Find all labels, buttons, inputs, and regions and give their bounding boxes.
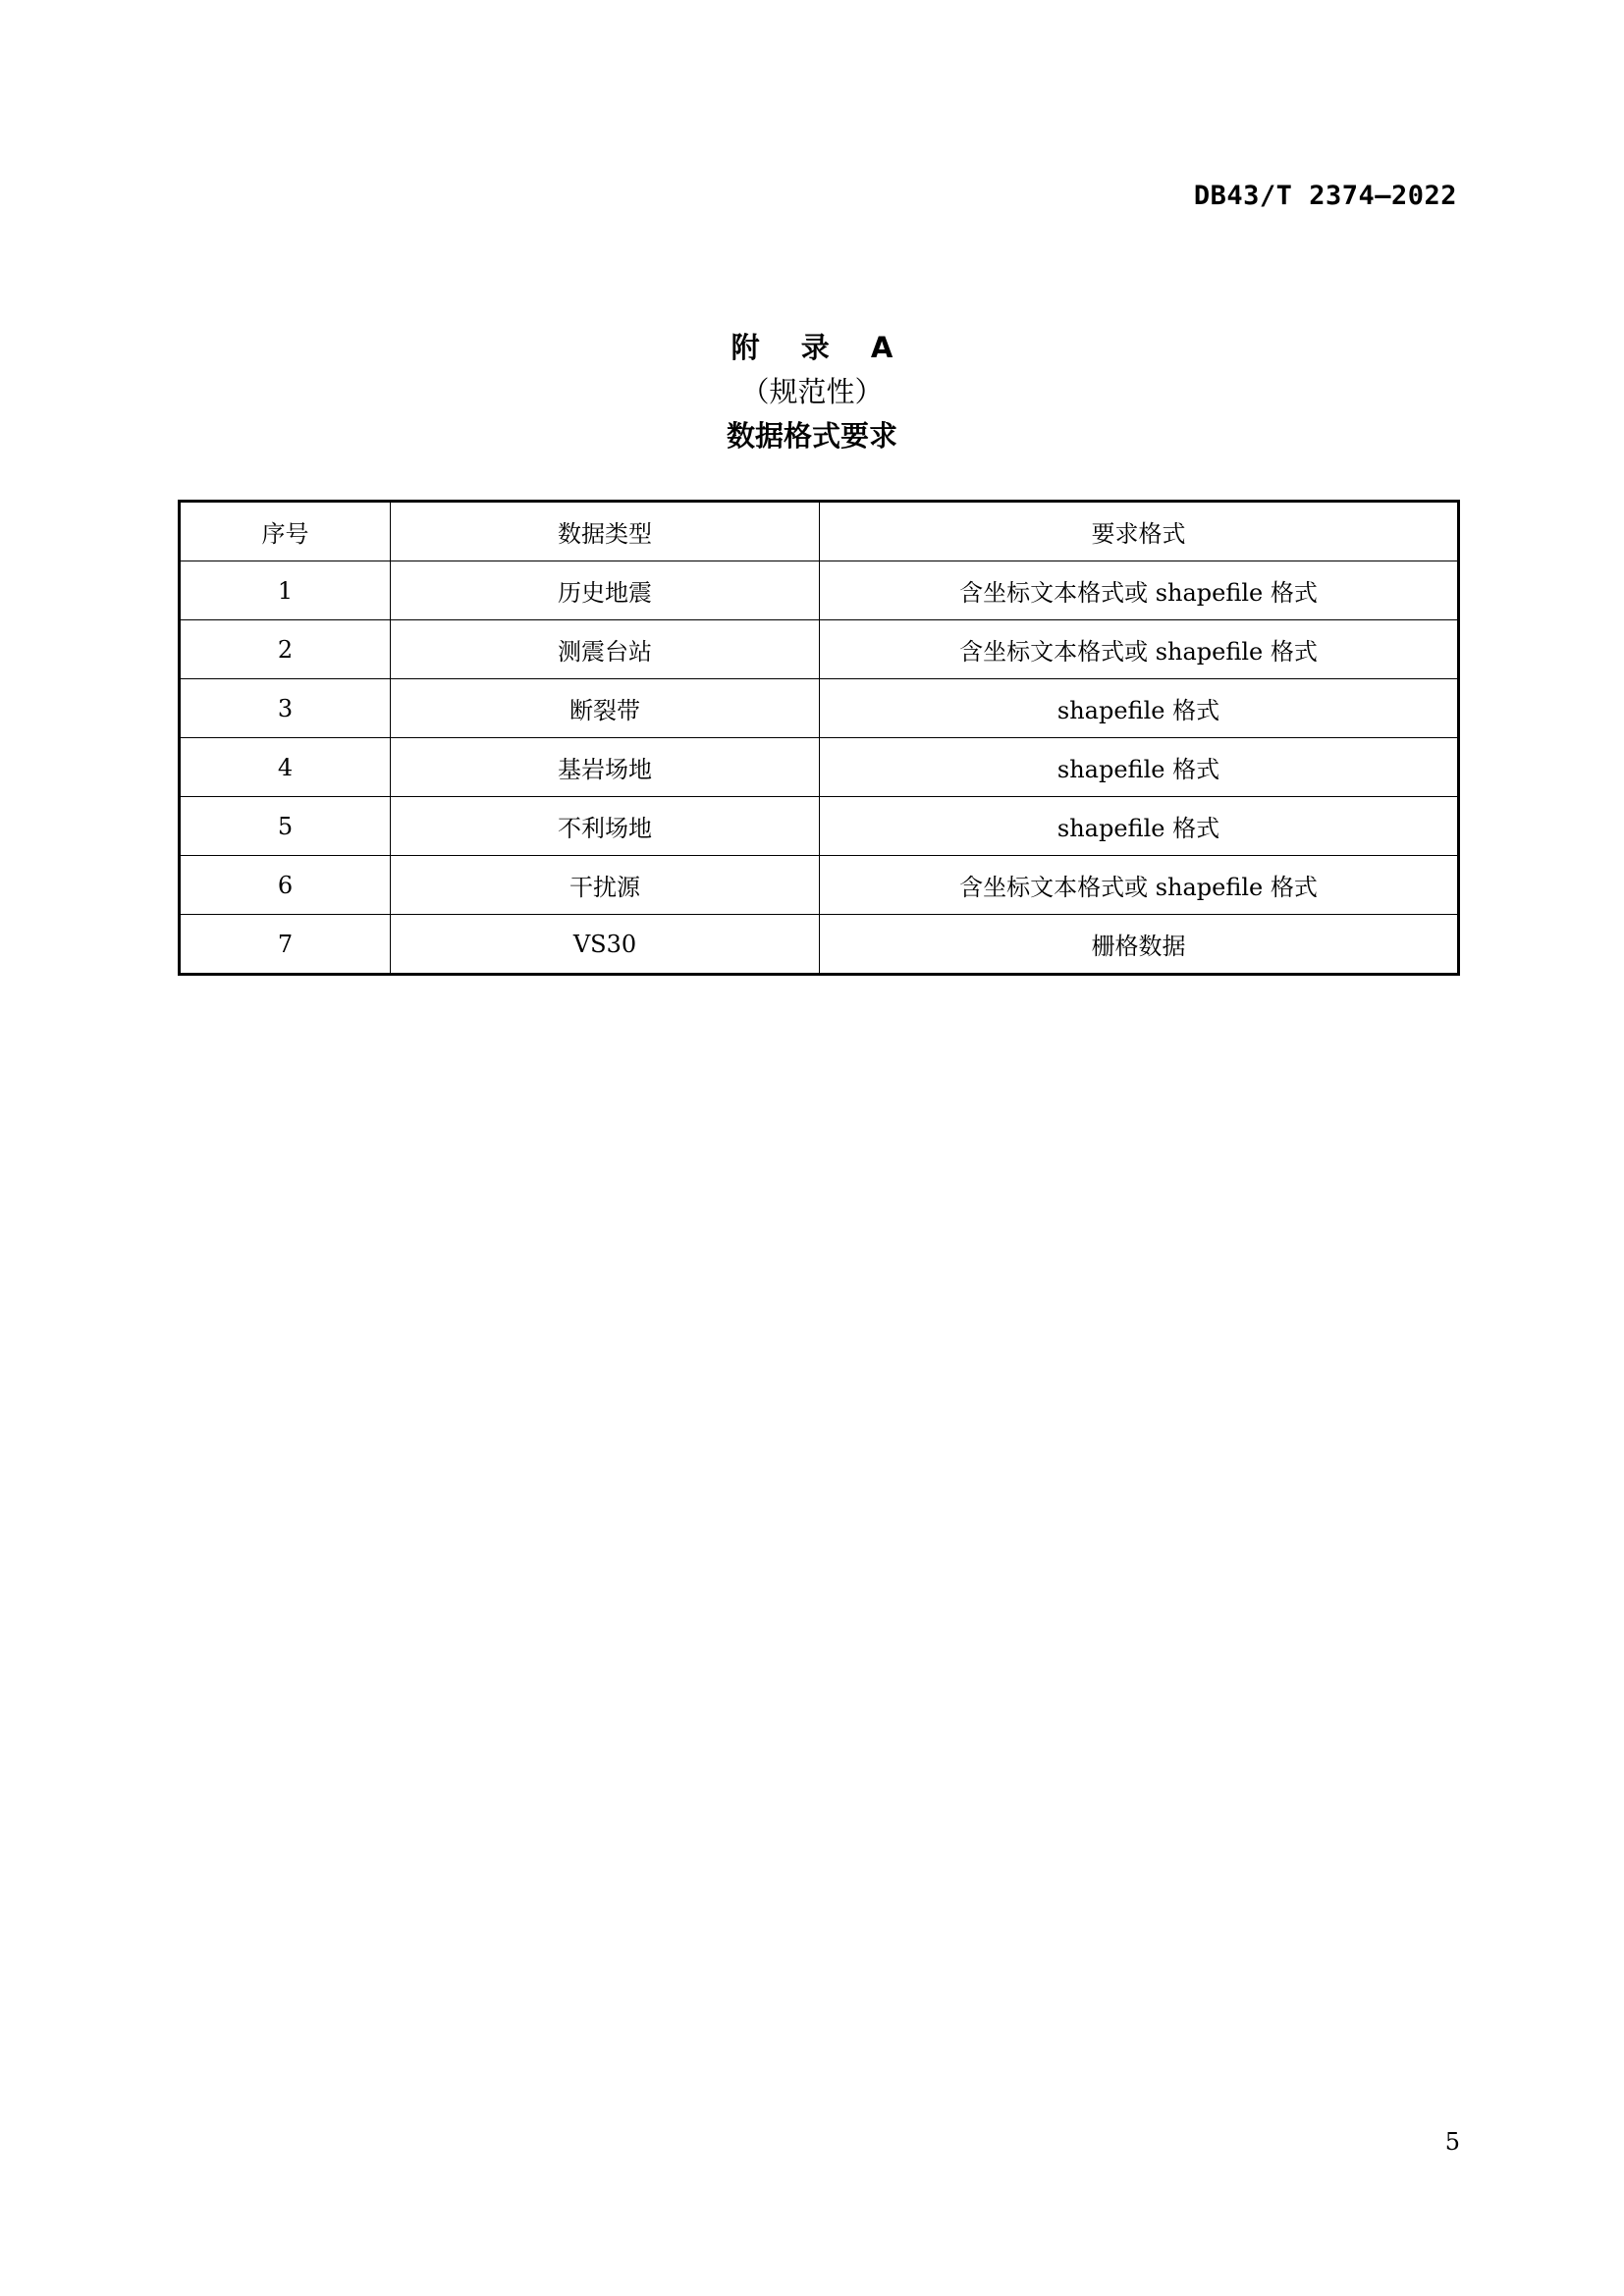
- column-header-format: 要求格式: [820, 502, 1459, 561]
- table-row: [180, 797, 1459, 856]
- cell-no: 7: [180, 915, 391, 975]
- cell-type: 不利场地: [391, 797, 820, 856]
- page-number: 5: [1444, 2128, 1460, 2156]
- cell-format: shapefile 格式: [820, 738, 1459, 797]
- table-header-row: [180, 502, 1459, 561]
- standard-number: DB43/T 2374—2022: [1193, 181, 1457, 211]
- cell-format: 含坐标文本格式或 shapefile 格式: [820, 620, 1459, 679]
- cell-type: 基岩场地: [391, 738, 820, 797]
- column-header-type: 数据类型: [391, 502, 820, 561]
- cell-no: 5: [180, 797, 391, 856]
- table-row: [180, 856, 1459, 915]
- cell-format: 含坐标文本格式或 shapefile 格式: [820, 561, 1459, 620]
- table-row: [180, 561, 1459, 620]
- cell-format: 栅格数据: [820, 915, 1459, 975]
- cell-no: 6: [180, 856, 391, 915]
- column-header-no: 序号: [180, 502, 391, 561]
- cell-type: 断裂带: [391, 679, 820, 738]
- appendix-status: （规范性）: [740, 375, 884, 408]
- table-row: [180, 679, 1459, 738]
- cell-format: shapefile 格式: [820, 679, 1459, 738]
- cell-type: VS30: [391, 915, 820, 975]
- cell-type: 测震台站: [391, 620, 820, 679]
- cell-no: 2: [180, 620, 391, 679]
- cell-format: 含坐标文本格式或 shapefile 格式: [820, 856, 1459, 915]
- cell-type: 干扰源: [391, 856, 820, 915]
- cell-type: 历史地震: [391, 561, 820, 620]
- cell-format: shapefile 格式: [820, 797, 1459, 856]
- data-format-table: [178, 500, 1460, 976]
- cell-no: 3: [180, 679, 391, 738]
- table-row: [180, 738, 1459, 797]
- cell-no: 4: [180, 738, 391, 797]
- table-row: [180, 915, 1459, 975]
- appendix-title: 数据格式要求: [726, 419, 897, 453]
- appendix-label: 附 录 A: [731, 331, 909, 364]
- table-row: [180, 620, 1459, 679]
- cell-no: 1: [180, 561, 391, 620]
